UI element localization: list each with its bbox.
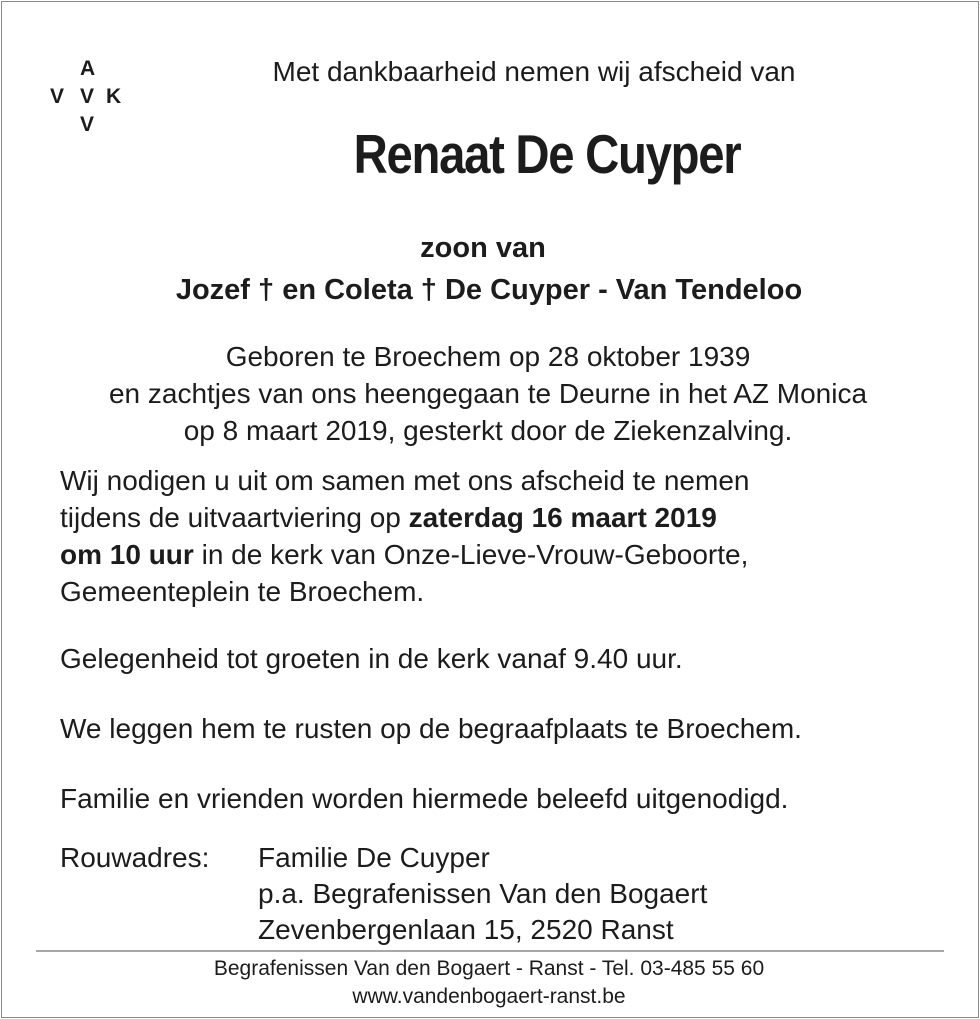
invitation-text: in de kerk van Onze-Lieve-Vrouw-Geboorte, bbox=[193, 539, 749, 570]
address-line: Familie De Cuyper bbox=[258, 842, 490, 873]
address-line: Zevenbergenlaan 15, 2520 Ranst bbox=[258, 914, 674, 945]
logo-letter-left: V bbox=[50, 85, 65, 108]
born-line: op 8 maart 2019, gesterkt door de Ziekenzalving. bbox=[183, 415, 793, 446]
logo-letter-bottom: V bbox=[80, 113, 95, 136]
parents-names: Jozef † en Coleta † De Cuyper - Van Tendeloo bbox=[175, 274, 803, 306]
footer bbox=[0, 955, 978, 1011]
invitation-line bbox=[60, 536, 749, 573]
address-label: Rouwadres: bbox=[60, 842, 210, 873]
birth-death-details bbox=[0, 338, 976, 449]
born-line: Geboren te Broechem op 28 oktober 1939 bbox=[225, 341, 751, 372]
logo-letter-center: V bbox=[80, 85, 95, 108]
logo-letter-top: A bbox=[80, 57, 96, 80]
deceased-name: Renaat De Cuyper bbox=[353, 123, 741, 185]
address-line: p.a. Begrafenissen Van den Bogaert bbox=[258, 878, 708, 909]
family-invitation: Familie en vrienden worden hiermede beleefd uitgenodigd. bbox=[60, 783, 789, 814]
invitation-line bbox=[60, 499, 749, 536]
greeting-info: Gelegenheid tot groeten in de kerk vanaf 9.40 uur. bbox=[60, 643, 683, 674]
invitation-line: Gemeenteplein te Broechem. bbox=[60, 576, 425, 607]
footer-divider bbox=[36, 950, 944, 952]
funeral-date: zaterdag 16 maart 2019 bbox=[408, 502, 717, 533]
logo-letter-right: K bbox=[106, 85, 122, 108]
son-of-label: zoon van bbox=[420, 232, 546, 264]
burial-info: We leggen hem te rusten op de begraafplaats te Broechem. bbox=[60, 713, 802, 744]
invitation-line: Wij nodigen u uit om samen met ons afscheid te nemen bbox=[60, 465, 750, 496]
funeral-time: om 10 uur bbox=[60, 539, 194, 570]
funeral-invitation bbox=[60, 462, 749, 610]
undertaker-contact: Begrafenissen Van den Bogaert - Ranst - Tel. 03-485 55 60 bbox=[213, 957, 765, 980]
invitation-text: tijdens de uitvaartviering op bbox=[60, 502, 409, 533]
intro-text: Met dankbaarheid nemen wij afscheid van bbox=[272, 56, 796, 87]
mourning-address bbox=[258, 840, 707, 948]
website-link[interactable]: www.vandenbogaert-ranst.be bbox=[352, 985, 626, 1008]
born-line: en zachtjes van ons heengegaan te Deurne in het AZ Monica bbox=[108, 378, 868, 409]
